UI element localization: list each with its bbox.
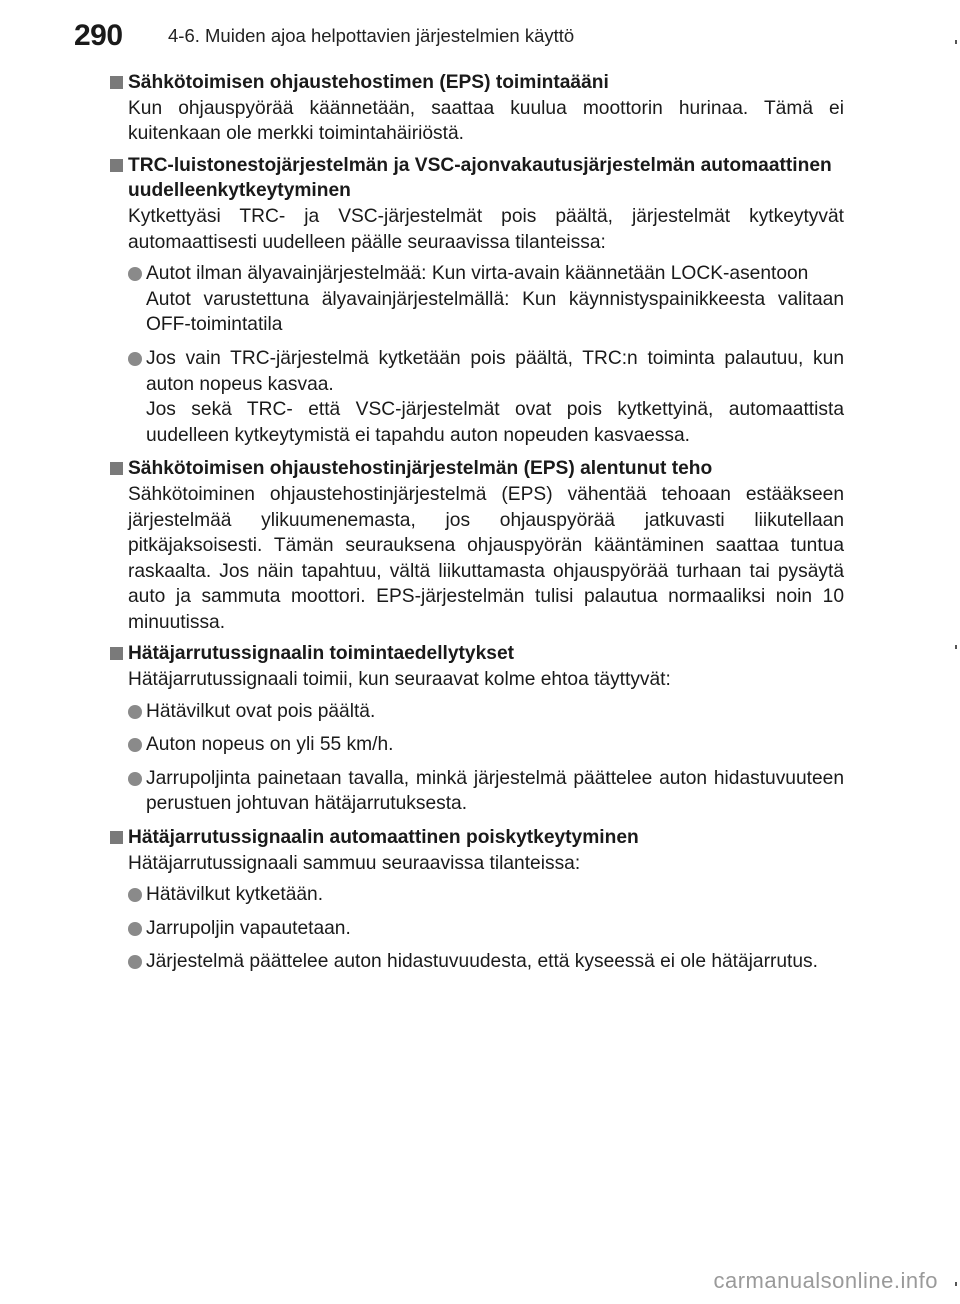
section-trc-vsc-reactivation	[107, 153, 844, 449]
section-heading-text: Hätäjarrutussignaalin toimintaedellytykset	[128, 643, 514, 665]
bullet-list	[107, 699, 844, 817]
bullet-text: Auton nopeus on yli 55 km/h.	[146, 734, 394, 756]
section-body	[107, 851, 844, 877]
page-content	[107, 70, 844, 983]
bullet-list	[107, 261, 844, 448]
square-bullet-icon	[110, 647, 123, 660]
list-item	[128, 916, 844, 942]
bullet-text: Autot varustettuna älyavainjärjestelmällä: Kun käynnistyspainikkeesta valitaan OFF-toimintatila	[146, 288, 844, 336]
margin-tick	[955, 40, 957, 44]
paragraph: Kytkettyäsi TRC- ja VSC-järjestelmät pois päältä, järjestelmät kytkeytyvät automaattisesti uudelleen päälle seuraavissa tilanteissa:	[128, 205, 844, 253]
section-heading-text: Hätäjarrutussignaalin automaattinen poiskytkeytyminen	[128, 827, 639, 849]
square-bullet-icon	[110, 462, 123, 475]
section-body	[107, 96, 844, 147]
list-item	[128, 699, 844, 725]
bullet-text: Hätävilkut kytketään.	[146, 884, 324, 906]
section-heading-text: TRC-luistonestojärjestelmän ja VSC-ajonvakautusjärjestelmän automaattinen uudelleenkytkeytyminen	[128, 154, 832, 202]
list-item	[128, 766, 844, 817]
round-bullet-icon	[128, 705, 142, 719]
bullet-text: Autot ilman älyavainjärjestelmää: Kun virta-avain käännetään LOCK-asentoon	[146, 263, 809, 285]
bullet-text: Hätävilkut ovat pois päältä.	[146, 700, 376, 722]
list-item	[128, 882, 844, 908]
margin-tick	[955, 645, 957, 649]
round-bullet-icon	[128, 955, 142, 969]
paragraph: Hätäjarrutussignaali toimii, kun seuraavat kolme ehtoa täyttyvät:	[128, 669, 671, 691]
section-eps-sound	[107, 70, 844, 147]
section-heading	[107, 70, 844, 96]
chapter-title: 4-6. Muiden ajoa helpottavien järjestelmien käyttö	[168, 25, 575, 46]
section-emergency-signal-deactivation	[107, 825, 844, 975]
paragraph: Hätäjarrutussignaali sammuu seuraavissa tilanteissa:	[128, 852, 581, 874]
page-header	[74, 14, 574, 58]
round-bullet-icon	[128, 922, 142, 936]
bullet-list	[107, 882, 844, 975]
bullet-text: Jos sekä TRC- että VSC-järjestelmät ovat pois kytkettyinä, automaattista uudelleen kytkeytymistä ei tapahdu auton nopeuden kasvaessa.	[146, 399, 844, 446]
bullet-text: Jos vain TRC-järjestelmä kytketään pois päältä, TRC:n toiminta palautuu, kun auton nopeus kasvaa.	[146, 347, 844, 395]
section-body	[107, 667, 844, 693]
list-item	[128, 949, 844, 975]
section-heading	[107, 456, 844, 482]
round-bullet-icon	[128, 738, 142, 752]
section-eps-reduced-power	[107, 456, 844, 635]
list-item	[128, 346, 844, 448]
paragraph: Sähkötoiminen ohjaustehostinjärjestelmä (EPS) vähentää tehoaan estääkseen järjestelmää ylikuumenemasta, jos ohjauspyörää jatkuvasti liikutellaan pitkäjaksoisesti. Tämän seurauksena ohjauspyörän kääntäminen saattaa tuntua raskaalta. Jos näin tapahtuu, vältä liikuttamasta ohjauspyörää turhaan tai pysäytä auto ja sammuta moottori. EPS-järjestelmän tulisi palautua normaaliksi noin 10 minuutissa.	[128, 483, 844, 633]
square-bullet-icon	[110, 76, 123, 89]
section-heading	[107, 153, 844, 204]
list-item	[128, 261, 844, 338]
margin-tick	[955, 1282, 957, 1286]
section-body	[107, 204, 844, 255]
bullet-text: Jarrupoljinta painetaan tavalla, minkä järjestelmä päättelee auton hidastuvuuteen perustuen johtuvan hätäjarrutuksesta.	[146, 767, 844, 815]
watermark: carmanualsonline.info	[713, 1268, 938, 1293]
page-number: 290	[74, 19, 123, 52]
section-heading	[107, 825, 844, 851]
list-item	[128, 732, 844, 758]
bullet-text: Järjestelmä päättelee auton hidastuvuudesta, että kyseessä ei ole hätäjarrutus.	[146, 951, 818, 973]
round-bullet-icon	[128, 267, 142, 281]
paragraph: Kun ohjauspyörää käännetään, saattaa kuulua moottorin hurinaa. Tämä ei kuitenkaan ole merkki toimintahäiriöstä.	[128, 97, 844, 145]
round-bullet-icon	[128, 772, 142, 786]
section-emergency-signal-conditions	[107, 641, 844, 817]
bullet-text: Jarrupoljin vapautetaan.	[146, 917, 351, 939]
section-heading	[107, 641, 844, 667]
section-heading-text: Sähkötoimisen ohjaustehostimen (EPS) toimintaääni	[128, 72, 609, 93]
section-body	[107, 482, 844, 636]
round-bullet-icon	[128, 888, 142, 902]
section-heading-text: Sähkötoimisen ohjaustehostinjärjestelmän (EPS) alentunut teho	[128, 458, 713, 480]
round-bullet-icon	[128, 352, 142, 366]
square-bullet-icon	[110, 159, 123, 172]
square-bullet-icon	[110, 831, 123, 844]
